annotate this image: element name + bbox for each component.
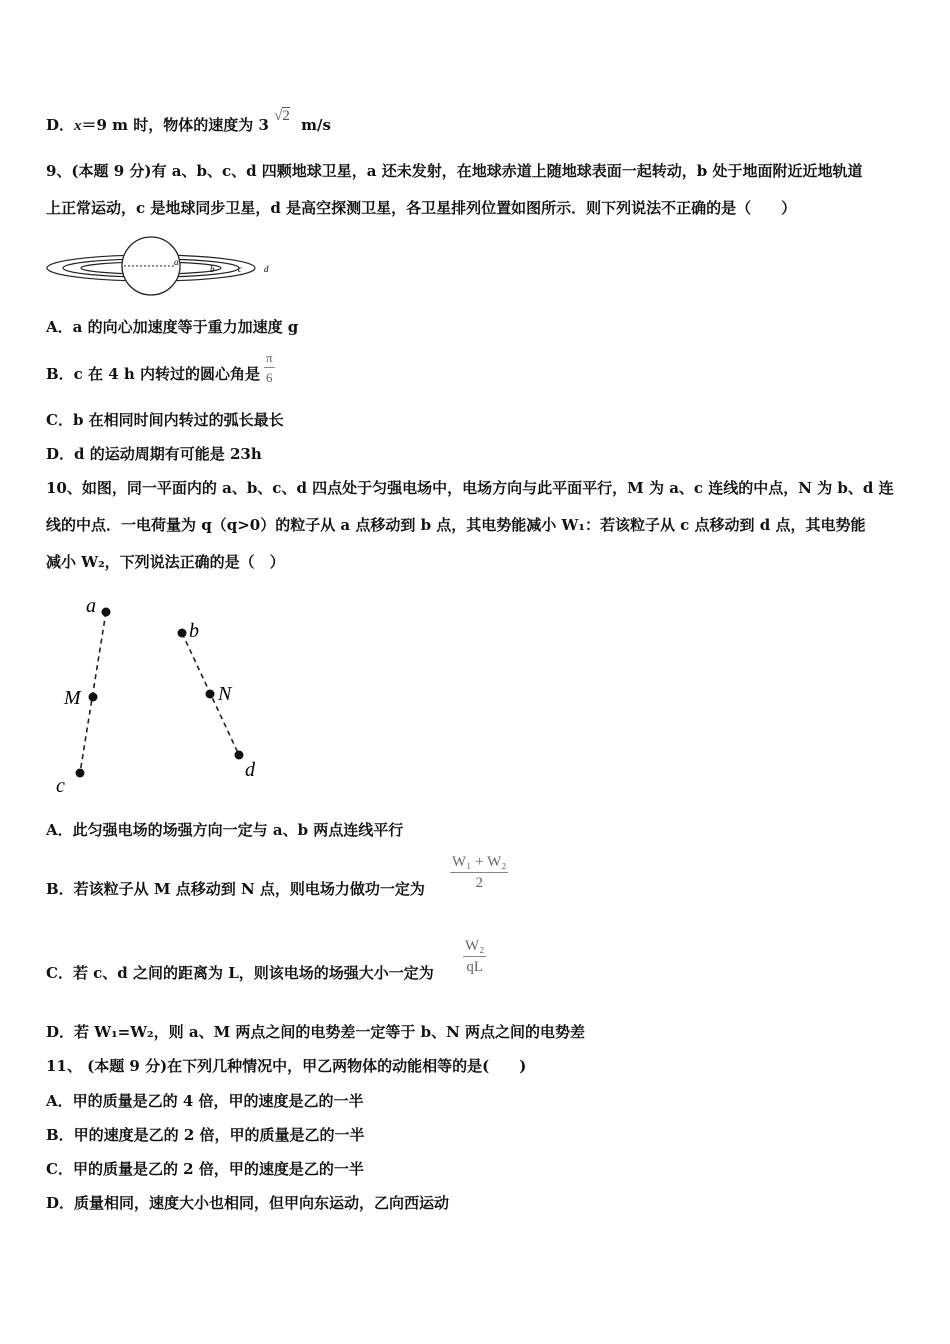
- q9-stem-line2: 上正常运动，c 是地球同步卫星，d 是高空探测卫星，各卫星排列位置如图所示．则下列说法不正确的是（ ）: [46, 199, 797, 217]
- label-n: N: [218, 683, 232, 705]
- point-d: [235, 751, 244, 760]
- label-a: a: [174, 257, 179, 267]
- q9-option-a: A．a 的向心加速度等于重力加速度 g: [46, 318, 299, 336]
- label-c: c: [238, 264, 242, 274]
- label-b: b: [210, 264, 215, 274]
- q10-stem-line1: 10、如图，同一平面内的 a、b、c、d 四点处于匀强电场中，电场方向与此平面平行，M 为 a、c 连线的中点，N 为 b、d 连: [46, 479, 894, 497]
- label-b: b: [189, 620, 199, 642]
- q9-option-d: D．d 的运动周期有可能是 23h: [46, 445, 262, 463]
- label-a: a: [86, 595, 96, 617]
- earth-circle: [122, 237, 180, 295]
- q10-option-b-fraction: $\frac{\text{W₁ + W₂}}{2}$: [452, 854, 507, 891]
- point-a: [102, 608, 111, 617]
- q9-option-c: C．b 在相同时间内转过的弧长最长: [46, 411, 284, 429]
- q10-stem-line2: 线的中点．一电荷量为 q（q>0）的粒子从 a 点移动到 b 点，其电势能减小 W₁：若该粒子从 c 点移动到 d 点，其电势能: [46, 516, 866, 534]
- q10-option-a: A．此匀强电场的场强方向一定与 a、b 两点连线平行: [46, 821, 404, 839]
- q9-stem-line1: 9、(本题 9 分)有 a、b、c、d 四颗地球卫星，a 还未发射，在地球赤道上随地球表面一起转动，b 处于地面附近近地轨道: [46, 162, 863, 180]
- q9-option-b: B．c 在 4 h 内转过的圆心角是: [46, 365, 261, 383]
- q11-stem: 11、 (本题 9 分)在下列几种情况中，甲乙两物体的动能相等的是( ): [46, 1057, 527, 1075]
- label-m: M: [64, 687, 81, 709]
- q10-option-d: D．若 W₁=W₂，则 a、M 两点之间的电势差一定等于 b、N 两点之间的电势差: [46, 1023, 586, 1041]
- q10-option-c: C．若 c、d 之间的距离为 L，则该电场的场强大小一定为: [46, 964, 434, 982]
- q10-option-b: B．若该粒子从 M 点移动到 N 点，则电场力做功一定为: [46, 880, 425, 898]
- q9-orbit-figure: [46, 232, 286, 304]
- point-n: [206, 690, 215, 699]
- q10-option-c-fraction: $\frac{\text{W₂}}{qL}$: [465, 938, 485, 975]
- label-d: d: [245, 759, 255, 781]
- q11-option-c: C．甲的质量是乙的 2 倍，甲的速度是乙的一半: [46, 1160, 364, 1178]
- sqrt-expression: √2: [274, 108, 290, 124]
- q10-points-figure: [46, 590, 286, 802]
- q11-option-a: A．甲的质量是乙的 4 倍，甲的速度是乙的一半: [46, 1092, 364, 1110]
- label-d: d: [264, 264, 269, 274]
- point-c: [76, 769, 85, 778]
- q9-option-b-fraction: $\frac{\pi}{6}$: [266, 350, 273, 385]
- q8-option-d: D．x＝9 m 时，物体的速度为 3 √2 m/s: [46, 114, 331, 137]
- q11-option-d: D．质量相同，速度大小也相同，但甲向东运动，乙向西运动: [46, 1194, 450, 1212]
- q10-stem-line3: 减小 W₂，下列说法正确的是（ ）: [46, 553, 285, 571]
- label-c: c: [56, 775, 65, 797]
- point-m: [89, 693, 98, 702]
- point-b: [178, 629, 187, 638]
- q11-option-b: B．甲的速度是乙的 2 倍，甲的质量是乙的一半: [46, 1126, 365, 1144]
